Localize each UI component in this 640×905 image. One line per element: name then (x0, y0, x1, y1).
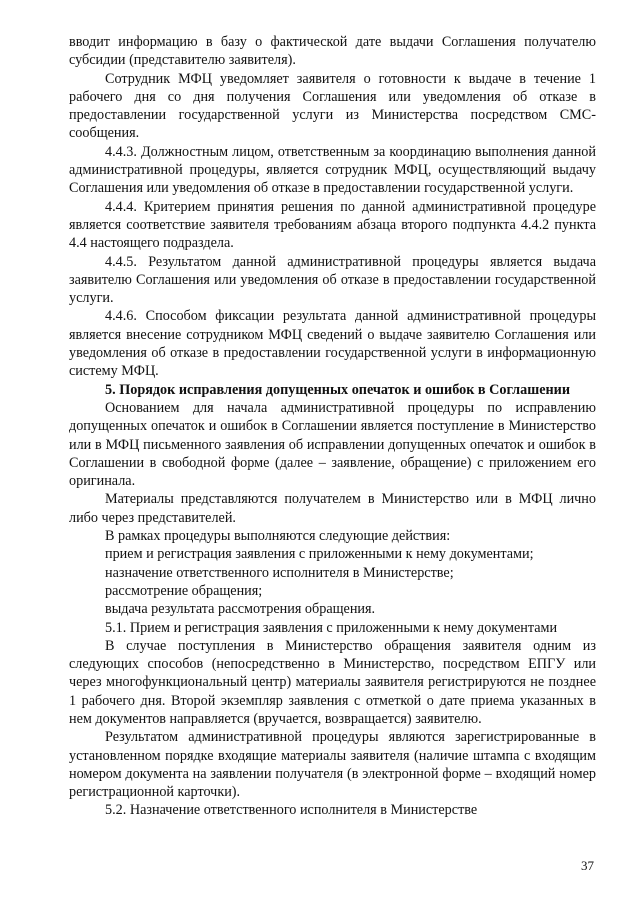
paragraph-actions-intro: В рамках процедуры выполняются следующие действия: (105, 528, 451, 545)
paragraph-continuation: вводит информацию в базу о фактической дате выдачи Соглашения получателю субсидии (представителю заявителя). (69, 34, 596, 69)
paragraph-4-4-4: 4.4.4. Критерием принятия решения по данной административной процедуре является соответствие заявителя требованиям абзаца второго подпункта 4.4.2 пункта 4.4 настоящего подраздела. (69, 198, 596, 252)
document-page (69, 33, 596, 820)
paragraph-4-4-6: 4.4.6. Способом фиксации результата данной административной процедуры является внесение сотрудником МФЦ сведений о выдаче заявителю Соглашения или уведомления об отказе в предоставлении государственной услуги в информационную систему МФЦ. (69, 308, 596, 380)
list-item-reception: прием и регистрация заявления с приложенными к нему документами; (105, 546, 534, 563)
subsection-heading-5-1: 5.1. Прием и регистрация заявления с приложенными к нему документами (105, 619, 558, 636)
paragraph-procedure-result: Результатом административной процедуры являются зарегистрированные в установленном порядке входящие материалы заявителя (наличие штампа с входящим номером документа на заявлении получателя (в электронной форме – входящий номер регистрационной карточки). (69, 729, 596, 801)
list-item-result: выдача результата рассмотрения обращения. (105, 601, 376, 618)
subsection-heading-5-2: 5.2. Назначение ответственного исполнителя в Министерстве (105, 802, 478, 819)
paragraph-sms-notice: Сотрудник МФЦ уведомляет заявителя о готовности к выдаче в течение 1 рабочего дня со дня получения Соглашения или уведомления об отказе в предоставлении государственной услуги из Министерства посредством СМС-сообщения. (69, 70, 596, 142)
list-item-review: рассмотрение обращения; (105, 582, 263, 599)
paragraph-materials: Материалы представляются получателем в Министерство или в МФЦ лично либо через представителей. (69, 491, 596, 526)
paragraph-4-4-5: 4.4.5. Результатом данной административной процедуры является выдача заявителю Соглашения или уведомления об отказе в предоставлении государственной услуги. (69, 253, 596, 307)
page-number: 37 (581, 858, 594, 873)
paragraph-registration: В случае поступления в Министерство обращения заявителя одним из следующих способов (непосредственно в Министерство, посредством ЕПГУ или через многофункциональный центр) материалы заявителя регистрируются не позднее 1 рабочего дня. Второй экземпляр заявления с отметкой о дате приема указанных в нем документов направляется (вручается, возвращается) заявителю. (69, 637, 596, 727)
paragraph-basis: Основанием для начала административной процедуры по исправлению допущенных опечаток и ошибок в Соглашении является поступление в Министерство или в МФЦ письменного заявления об исправлении допущенных опечаток и ошибок в Соглашении в свободной форме (далее – заявление, обращение) с приложением его оригинала. (69, 399, 596, 490)
section-heading-5: 5. Порядок исправления допущенных опечаток и ошибок в Соглашении (105, 381, 571, 398)
list-item-assignment: назначение ответственного исполнителя в Министерстве; (105, 564, 454, 581)
paragraph-4-4-3: 4.4.3. Должностным лицом, ответственным за координацию выполнения данной административной процедуры, является сотрудник МФЦ, осуществляющий выдачу Соглашения или уведомления об отказе в предоставлении государственной услуги. (69, 143, 596, 197)
